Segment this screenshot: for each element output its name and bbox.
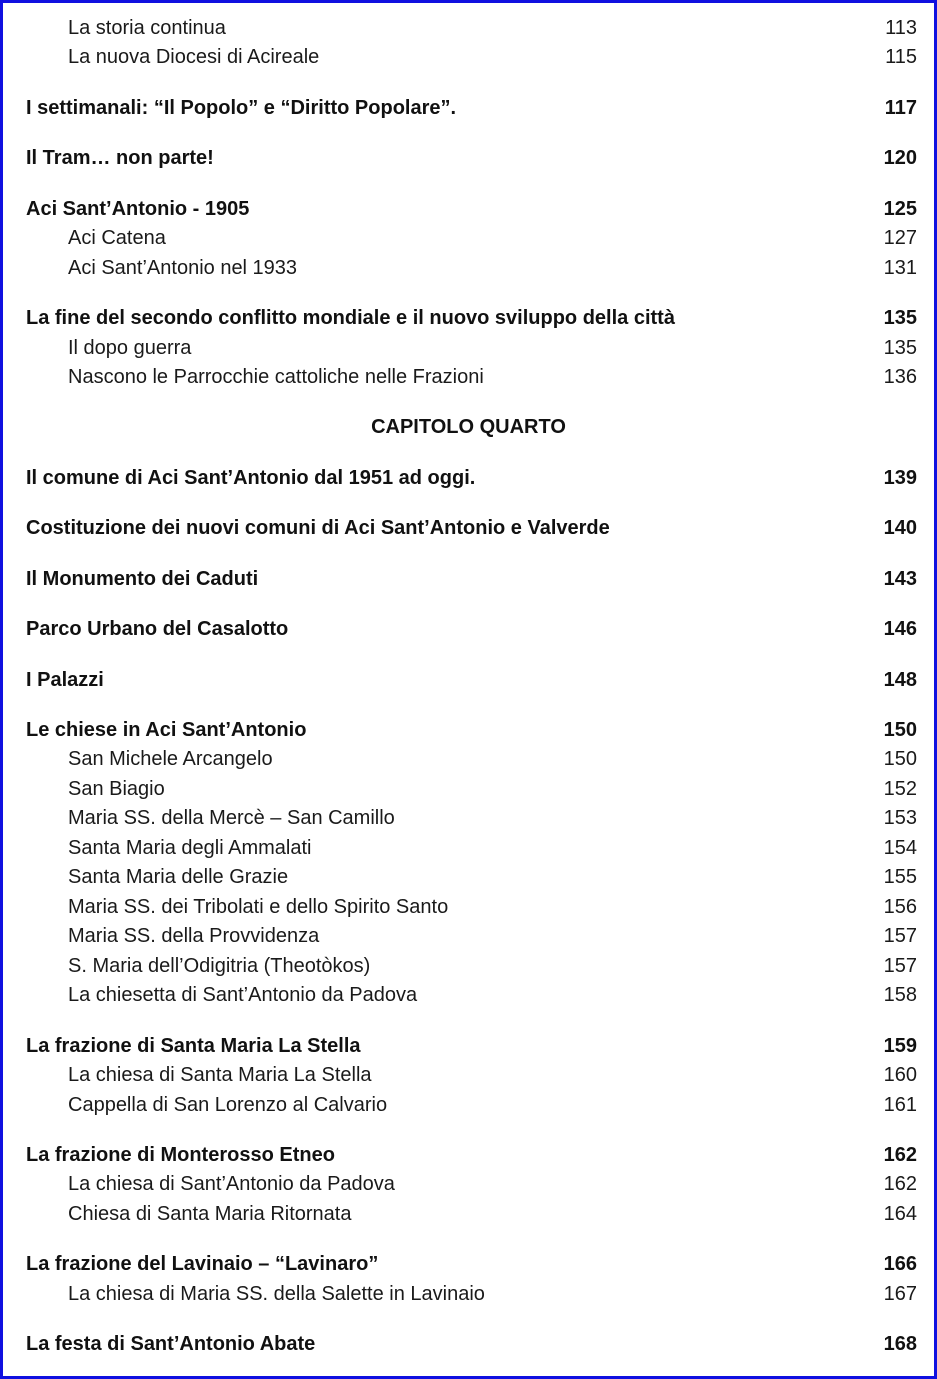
entry-page: 120: [883, 147, 917, 169]
entry-page: 115: [885, 46, 917, 68]
entry-page: 113: [885, 17, 917, 39]
entry-page: 136: [883, 366, 917, 388]
entry-page: 157: [883, 925, 917, 947]
toc-entry: [26, 93, 917, 123]
entry-title: Il dopo guerra: [68, 337, 192, 359]
toc-subentry: [26, 42, 917, 72]
toc-subentry: [26, 744, 917, 774]
entry-page: 156: [883, 896, 917, 918]
toc-subentry: [26, 223, 917, 253]
toc-entry: [26, 1031, 917, 1061]
toc-entry: [26, 194, 917, 224]
toc-subentry: [26, 253, 917, 283]
entry-page: 125: [883, 198, 917, 220]
entry-page: 127: [883, 227, 917, 249]
toc-entry: [26, 665, 917, 695]
entry-title: Santa Maria degli Ammalati: [68, 837, 312, 859]
entry-title: Nascono le Parrocchie cattoliche nelle Frazioni: [68, 366, 484, 388]
toc-entry: [26, 614, 917, 644]
entry-title: La frazione del Lavinaio – “Lavinaro”: [26, 1253, 379, 1275]
entry-title: La chiesa di Santa Maria La Stella: [68, 1064, 372, 1086]
entry-title: Chiesa di Santa Maria Ritornata: [68, 1203, 352, 1225]
entry-page: 143: [883, 568, 917, 590]
toc-subentry: [26, 892, 917, 922]
entry-page: 135: [883, 307, 917, 329]
toc-entry: [26, 1249, 917, 1279]
entry-page: 162: [883, 1173, 917, 1195]
entry-page: 140: [883, 517, 917, 539]
entry-title: La storia continua: [68, 17, 226, 39]
entry-page: 135: [883, 337, 917, 359]
entry-title: Il Tram… non parte!: [26, 147, 214, 169]
entry-page: 164: [883, 1203, 917, 1225]
toc-entry: [26, 1329, 917, 1359]
toc-subentry: [26, 13, 917, 43]
toc-subentry: [26, 333, 917, 363]
toc-subentry: [26, 774, 917, 804]
entry-title: La fine del secondo conflitto mondiale e il nuovo sviluppo della città: [26, 307, 675, 329]
entry-page: 167: [883, 1283, 917, 1305]
entry-title: S. Maria dell’Odigitria (Theotòkos): [68, 955, 371, 977]
entry-title: Maria SS. della Mercè – San Camillo: [68, 807, 395, 829]
entry-title: San Michele Arcangelo: [68, 748, 273, 770]
entry-page: 162: [883, 1144, 917, 1166]
toc-entry: [26, 1140, 917, 1170]
entry-title: Il Monumento dei Caduti: [26, 568, 259, 590]
entry-page: 155: [883, 866, 917, 888]
entry-title: Costituzione dei nuovi comuni di Aci Sant’Antonio e Valverde: [26, 517, 610, 539]
entry-title: Le chiese in Aci Sant’Antonio: [26, 719, 307, 741]
toc-entry: [26, 143, 917, 173]
entry-page: 150: [883, 719, 917, 741]
entry-title: La frazione di Monterosso Etneo: [26, 1144, 335, 1166]
entry-title: Aci Sant’Antonio nel 1933: [68, 257, 298, 279]
entry-title: La festa di Sant’Antonio Abate: [26, 1333, 316, 1355]
toc-entry: [26, 463, 917, 493]
entry-page: 159: [883, 1035, 917, 1057]
entry-page: 131: [883, 257, 917, 279]
toc-entry: [26, 715, 917, 745]
entry-title: Santa Maria delle Grazie: [68, 866, 289, 888]
entry-page: 152: [883, 778, 917, 800]
toc-subentry: [26, 1169, 917, 1199]
entry-page: 168: [883, 1333, 917, 1355]
entry-title: Cappella di San Lorenzo al Calvario: [68, 1094, 388, 1116]
entry-page: 166: [883, 1253, 917, 1275]
entry-page: 157: [883, 955, 917, 977]
entry-title: La chiesa di Maria SS. della Salette in Lavinaio: [68, 1283, 485, 1305]
toc-entry: [26, 303, 917, 333]
entry-page: 160: [883, 1064, 917, 1086]
entry-page: 161: [883, 1094, 917, 1116]
toc-subentry: [26, 362, 917, 392]
chapter-heading: CAPITOLO QUARTO: [371, 416, 566, 438]
toc-entry: [26, 513, 917, 543]
entry-title: Aci Sant’Antonio - 1905: [26, 198, 250, 220]
entry-title: I settimanali: “Il Popolo” e “Diritto Popolare”.: [26, 97, 457, 119]
entry-page: 146: [883, 618, 917, 640]
entry-title: Maria SS. della Provvidenza: [68, 925, 320, 947]
entry-page: 148: [883, 669, 917, 691]
toc-subentry: [26, 1199, 917, 1229]
toc-entry: [26, 564, 917, 594]
entry-title: Aci Catena: [68, 227, 166, 249]
entry-page: 158: [883, 984, 917, 1006]
entry-title: Parco Urbano del Casalotto: [26, 618, 289, 640]
entry-page: 154: [883, 837, 917, 859]
toc-subentry: [26, 803, 917, 833]
entry-title: La chiesa di Sant’Antonio da Padova: [68, 1173, 395, 1195]
entry-title: Maria SS. dei Tribolati e dello Spirito Santo: [68, 896, 449, 918]
entry-title: San Biagio: [68, 778, 165, 800]
toc-subentry: [26, 1279, 917, 1309]
toc-subentry: [26, 833, 917, 863]
entry-title: La nuova Diocesi di Acireale: [68, 46, 320, 68]
toc-subentry: [26, 1090, 917, 1120]
toc-subentry: [26, 951, 917, 981]
toc-subentry: [26, 1060, 917, 1090]
entry-page: 153: [883, 807, 917, 829]
entry-page: 150: [883, 748, 917, 770]
entry-title: I Palazzi: [26, 669, 104, 691]
toc-subentry: [26, 980, 917, 1010]
entry-title: La frazione di Santa Maria La Stella: [26, 1035, 361, 1057]
toc-subentry: [26, 921, 917, 951]
entry-page: 139: [883, 467, 917, 489]
toc-subentry: [26, 862, 917, 892]
entry-page: 117: [884, 97, 917, 119]
entry-title: Il comune di Aci Sant’Antonio dal 1951 ad oggi.: [26, 467, 476, 489]
entry-title: La chiesetta di Sant’Antonio da Padova: [68, 984, 418, 1006]
